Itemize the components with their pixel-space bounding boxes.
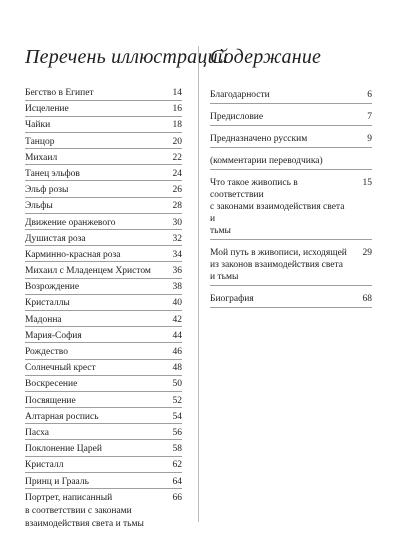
contents-page: 6: [367, 90, 372, 100]
illustration-page: 64: [172, 476, 182, 487]
underline-rule: [210, 103, 372, 104]
illustration-entry: [25, 184, 182, 200]
illustration-title: Мадонна: [25, 314, 62, 325]
contents-entry: [210, 155, 372, 173]
illustration-page: 44: [172, 330, 182, 341]
illustration-entry: [25, 297, 182, 313]
contents-title-line: Мой путь в живописи, исходящей: [210, 248, 347, 258]
contents-title: [210, 293, 356, 305]
illustrations-title: Перечень иллюстраций: [25, 46, 228, 68]
contents-page: 7: [367, 112, 372, 122]
underline-rule: [25, 407, 182, 408]
contents-title: [210, 247, 356, 283]
illustration-entry: [25, 217, 182, 233]
underline-rule: [25, 472, 182, 473]
illustration-page: 40: [172, 298, 182, 309]
contents-entry: [210, 133, 372, 151]
illustration-page: 26: [172, 185, 182, 196]
underline-rule: [210, 239, 372, 240]
illustration-page: 24: [172, 168, 182, 179]
underline-rule: [25, 294, 182, 295]
contents-title-line: Биография: [210, 294, 254, 304]
illustration-entry: [25, 103, 182, 119]
illustration-entry: [25, 87, 182, 103]
illustration-page: 46: [172, 347, 182, 357]
illustration-title: Пасха: [25, 427, 50, 438]
illustration-title-line: взаимодействия света и тьмы: [25, 518, 144, 529]
illustration-entry: [25, 136, 182, 152]
underline-rule: [210, 169, 372, 170]
underline-rule: [25, 229, 182, 230]
illustration-page: 54: [172, 411, 182, 422]
contents-entry: [210, 111, 372, 129]
illustration-title: Карминно-красная роза: [25, 249, 121, 260]
underline-rule: [25, 342, 182, 343]
underline-rule: [25, 423, 182, 424]
illustration-title: Бегство в Египет: [25, 88, 94, 98]
illustration-page: 66: [172, 492, 182, 503]
illustration-page: 28: [172, 201, 182, 212]
illustration-page: 50: [172, 379, 182, 390]
illustration-title: Возрождение: [25, 282, 80, 293]
illustration-entry: [25, 152, 182, 168]
contents-title: [210, 133, 356, 145]
illustration-entry: [25, 168, 182, 184]
contents-title-line: Предназначено русским: [210, 134, 308, 144]
contents-entry: [210, 247, 372, 289]
illustration-title: Поклонение Царей: [25, 444, 102, 455]
contents-entry: [210, 89, 372, 107]
illustration-entry: [25, 281, 182, 297]
illustration-title: Воскресение: [25, 379, 78, 390]
illustration-entry: [25, 492, 182, 531]
underline-rule: [25, 116, 182, 117]
illustration-page: 52: [172, 395, 182, 406]
contents-title-line: Предисловие: [210, 112, 264, 122]
illustration-title-line: Портрет, написанный: [25, 492, 113, 503]
contents-title-line: с законами взаимодействия света и: [210, 202, 345, 224]
illustration-title: Солнечный крест: [25, 363, 96, 374]
illustration-title: Эльф розы: [25, 185, 69, 196]
illustration-title: Движение оранжевого: [25, 217, 116, 228]
underline-rule: [25, 180, 182, 181]
contents-entry: [210, 293, 372, 311]
illustration-title: Рождество: [25, 347, 68, 357]
underline-rule: [25, 488, 182, 489]
underline-rule: [25, 310, 182, 311]
illustration-page: 36: [172, 266, 182, 277]
contents-title: Содержание: [210, 46, 322, 68]
illustration-page: 56: [172, 427, 182, 438]
illustration-title: Эльфы: [25, 201, 53, 212]
underline-rule: [25, 148, 182, 149]
illustration-title: [25, 492, 166, 531]
contents-title: [210, 177, 356, 237]
illustration-entry: [25, 459, 182, 475]
illustration-title: Михаил: [25, 152, 58, 163]
illustration-page: 48: [172, 363, 182, 374]
contents-list: [210, 89, 372, 315]
illustration-entry: [25, 265, 182, 281]
illustration-entry: [25, 200, 182, 216]
underline-rule: [25, 100, 182, 101]
contents-page: 29: [362, 248, 372, 258]
illustration-entry: [25, 314, 182, 330]
illustration-title: Кристаллы: [25, 298, 70, 309]
illustration-entry: [25, 427, 182, 443]
illustration-entry: [25, 249, 182, 265]
illustration-entry: [25, 443, 182, 459]
illustration-title-line: в соответствии с законами: [25, 505, 132, 516]
illustration-page: 62: [172, 460, 182, 471]
underline-rule: [25, 245, 182, 246]
illustration-page: 58: [172, 444, 182, 455]
illustration-entry: [25, 119, 182, 135]
illustrations-list: [25, 87, 182, 531]
illustration-title: Душистая роза: [25, 233, 86, 244]
contents-title-line: из законов взаимодействия света: [210, 260, 343, 270]
contents-title-line: (комментарии переводчика): [210, 156, 323, 166]
illustration-page: 32: [172, 233, 182, 244]
contents-title: [210, 111, 356, 123]
illustration-entry: [25, 362, 182, 378]
illustration-title: Алтарная роспись: [25, 411, 99, 422]
contents-title: [210, 155, 356, 167]
contents-page: 68: [362, 294, 372, 304]
underline-rule: [25, 132, 182, 133]
contents-page: 15: [362, 178, 372, 188]
underline-rule: [25, 278, 182, 279]
illustration-page: 34: [172, 249, 182, 260]
illustration-page: 18: [172, 120, 182, 131]
contents-entry: [210, 177, 372, 243]
underline-rule: [25, 197, 182, 198]
underline-rule: [25, 359, 182, 360]
underline-rule: [210, 125, 372, 126]
illustration-entry: [25, 378, 182, 394]
illustration-title: Танец эльфов: [25, 168, 80, 179]
contents-title-line: и тьмы: [210, 272, 239, 282]
underline-rule: [210, 285, 372, 286]
illustration-title: Михаил с Младенцем Христом: [25, 266, 151, 277]
illustration-entry: [25, 233, 182, 249]
illustration-title: Посвящение: [25, 395, 76, 406]
underline-rule: [25, 391, 182, 392]
illustration-title: Танцор: [25, 136, 55, 147]
illustration-title: Кристалл: [25, 460, 64, 471]
illustration-title: Исцеление: [25, 104, 69, 115]
underline-rule: [25, 261, 182, 262]
illustration-page: 38: [172, 282, 182, 293]
illustration-page: 16: [172, 104, 182, 115]
illustration-entry: [25, 395, 182, 411]
contents-page: 9: [367, 134, 372, 144]
illustration-title: Чайки: [25, 120, 51, 131]
illustration-entry: [25, 476, 182, 492]
illustration-page: 14: [172, 88, 182, 98]
underline-rule: [25, 456, 182, 457]
contents-title-line: Что такое живопись в соответствии: [210, 178, 298, 200]
illustration-page: 42: [172, 314, 182, 325]
underline-rule: [25, 375, 182, 376]
illustration-page: 20: [172, 136, 182, 147]
illustration-entry: [25, 330, 182, 346]
column-divider: [198, 46, 199, 522]
illustration-page: 22: [172, 152, 182, 163]
illustration-page: 30: [172, 217, 182, 228]
contents-title: [210, 89, 356, 101]
underline-rule: [25, 439, 182, 440]
contents-title-line: тьмы: [210, 226, 231, 236]
illustration-title: Принц и Грааль: [25, 476, 89, 487]
illustration-entry: [25, 346, 182, 362]
underline-rule: [25, 164, 182, 165]
underline-rule: [210, 147, 372, 148]
contents-title-line: Благодарности: [210, 90, 270, 100]
illustration-title: Мария-София: [25, 330, 82, 341]
illustration-entry: [25, 411, 182, 427]
underline-rule: [25, 213, 182, 214]
underline-rule: [210, 307, 372, 308]
underline-rule: [25, 326, 182, 327]
